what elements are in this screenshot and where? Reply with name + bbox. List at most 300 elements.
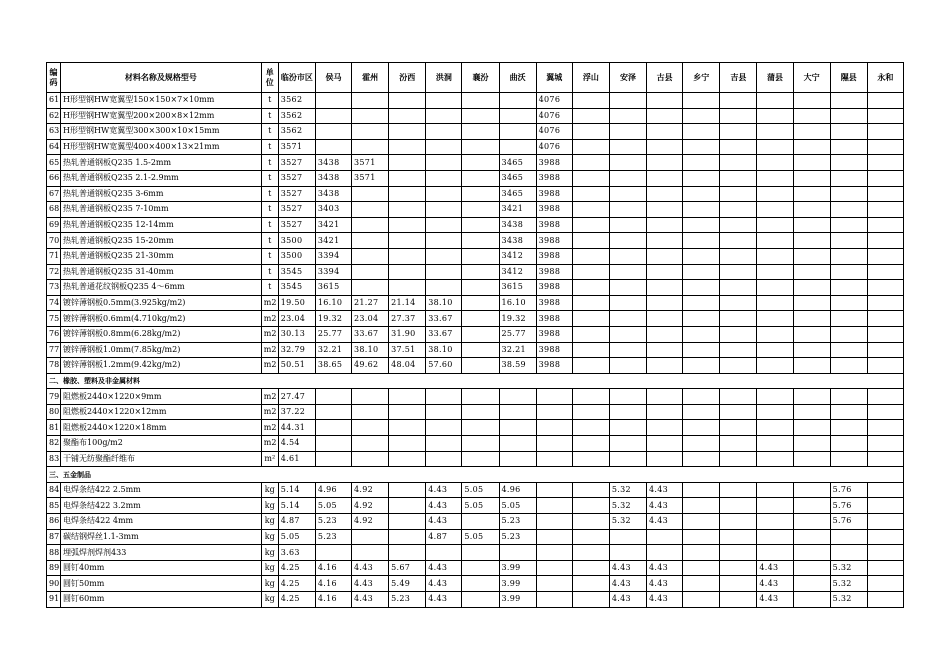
price-cell [352,186,389,202]
price-cell [572,93,609,109]
price-cell: 5.32 [609,514,646,530]
price-cell [683,482,720,498]
column-header: 蒲县 [757,63,793,93]
price-cell [536,498,572,514]
material-name: 碳结钢焊丝1.1-3mm [61,529,262,545]
price-cell [572,451,609,467]
price-cell: 4.43 [426,560,462,576]
price-cell: 5.32 [609,498,646,514]
price-cell [867,311,903,327]
price-cell [352,248,389,264]
price-cell: 3988 [536,280,572,296]
price-cell [609,311,646,327]
price-cell [426,108,462,124]
table-body [47,93,904,608]
price-cell [720,186,757,202]
price-cell [499,545,536,561]
price-cell [389,233,426,249]
price-cell: 32.21 [499,342,536,358]
table-row [47,451,904,467]
column-header: 侯马 [315,63,351,93]
price-cell [536,420,572,436]
price-cell: 3615 [499,280,536,296]
price-cell: 4.43 [757,560,793,576]
price-cell [683,280,720,296]
price-cell [720,545,757,561]
price-cell [462,233,499,249]
price-cell [462,404,499,420]
price-cell [426,93,462,109]
price-cell [426,280,462,296]
price-cell [720,560,757,576]
table-row [47,404,904,420]
price-cell: 4.96 [315,482,351,498]
price-cell [793,498,830,514]
price-cell: 16.10 [499,295,536,311]
material-name: 圆钉40mm [61,560,262,576]
price-cell [352,202,389,218]
column-header: 翼城 [536,63,572,93]
price-cell [462,560,499,576]
price-cell: 38.10 [352,342,389,358]
price-cell: 19.32 [315,311,351,327]
price-cell: 3571 [352,170,389,186]
price-cell: 19.50 [278,295,315,311]
price-cell [683,124,720,140]
price-cell [867,264,903,280]
price-cell [352,389,389,405]
row-code: 81 [47,420,61,436]
price-cell [572,139,609,155]
unit-cell: kg [261,482,278,498]
price-cell: 3.99 [499,560,536,576]
row-code: 72 [47,264,61,280]
price-cell [389,404,426,420]
price-cell: 3571 [278,139,315,155]
row-code: 70 [47,233,61,249]
row-code: 90 [47,576,61,592]
price-cell: 3562 [278,108,315,124]
price-cell [867,186,903,202]
price-cell [462,311,499,327]
price-cell [720,124,757,140]
price-cell [830,326,867,342]
price-cell [352,108,389,124]
price-cell [683,514,720,530]
price-cell [499,436,536,452]
price-cell [462,326,499,342]
price-cell [389,436,426,452]
price-cell [462,451,499,467]
unit-cell: t [261,248,278,264]
material-name: 热轧普通钢板Q235 31-40mm [61,264,262,280]
price-cell [793,560,830,576]
price-cell: 4.43 [647,514,683,530]
price-cell [683,451,720,467]
price-cell [683,326,720,342]
unit-cell: t [261,170,278,186]
price-cell [536,451,572,467]
unit-cell: m2 [261,404,278,420]
price-cell [683,202,720,218]
price-cell [720,404,757,420]
price-cell [793,436,830,452]
price-cell [757,436,793,452]
material-name: H形型钢HW宽翼型200×200×8×12mm [61,108,262,124]
price-cell: 4.25 [278,592,315,608]
row-code: 85 [47,498,61,514]
price-cell [609,358,646,374]
price-cell: 3988 [536,155,572,171]
price-cell [720,529,757,545]
price-cell [536,560,572,576]
price-cell: 38.10 [426,295,462,311]
price-cell: 4.43 [352,576,389,592]
material-name: 聚酯布100g/m2 [61,436,262,452]
price-cell [830,358,867,374]
row-code: 76 [47,326,61,342]
material-name: 电焊条结422 2.5mm [61,482,262,498]
price-cell [647,170,683,186]
column-header: 材料名称及规格型号 [61,63,262,93]
price-cell [830,108,867,124]
column-header: 隰县 [830,63,867,93]
price-cell [462,514,499,530]
row-code: 91 [47,592,61,608]
unit-cell: t [261,202,278,218]
price-cell [352,233,389,249]
price-cell [720,170,757,186]
price-cell [867,124,903,140]
price-cell [572,404,609,420]
price-cell [647,389,683,405]
price-cell [499,139,536,155]
price-cell [647,93,683,109]
price-cell [315,404,351,420]
price-cell [867,498,903,514]
price-cell [867,248,903,264]
price-cell: 5.05 [315,498,351,514]
column-header: 襄汾 [462,63,499,93]
price-cell [793,295,830,311]
price-cell [499,124,536,140]
table-row [47,311,904,327]
price-cell [720,498,757,514]
table-header-row [47,63,904,93]
price-cell: 4076 [536,124,572,140]
unit-cell: m2 [261,311,278,327]
price-cell [389,482,426,498]
price-cell [572,514,609,530]
price-cell [830,280,867,296]
price-cell: 3421 [315,217,351,233]
price-cell [683,404,720,420]
row-code: 73 [47,280,61,296]
price-cell [793,139,830,155]
price-cell: 3988 [536,233,572,249]
table-row [47,108,904,124]
price-cell: 4.43 [352,592,389,608]
price-cell [830,389,867,405]
price-cell: 3988 [536,170,572,186]
material-name: H形型钢HW宽翼型150×150×7×10mm [61,93,262,109]
price-cell [683,233,720,249]
price-cell [499,93,536,109]
price-cell [683,186,720,202]
unit-cell: kg [261,576,278,592]
price-cell [462,389,499,405]
price-cell: 4.43 [647,482,683,498]
price-cell [720,108,757,124]
price-cell [647,358,683,374]
price-cell: 3988 [536,358,572,374]
price-cell [720,576,757,592]
price-cell [867,326,903,342]
price-cell [572,358,609,374]
price-cell [793,529,830,545]
price-cell [793,186,830,202]
price-cell: 37.22 [278,404,315,420]
price-cell [683,93,720,109]
section-label: 三、五金制品 [47,467,904,483]
price-cell [793,576,830,592]
unit-cell: t [261,217,278,233]
price-cell [462,217,499,233]
price-cell [426,202,462,218]
price-cell [683,342,720,358]
price-cell [572,576,609,592]
price-cell [830,529,867,545]
price-cell [757,202,793,218]
price-cell: 3988 [536,202,572,218]
price-cell [609,186,646,202]
column-header: 曲沃 [499,63,536,93]
unit-cell: m2 [261,436,278,452]
price-cell [830,451,867,467]
price-cell: 3465 [499,155,536,171]
table-row [47,264,904,280]
price-cell [757,248,793,264]
price-cell [572,420,609,436]
price-cell [609,93,646,109]
price-cell: 4.92 [352,514,389,530]
price-cell [757,404,793,420]
price-cell: 3562 [278,93,315,109]
price-cell [462,202,499,218]
price-cell: 3527 [278,217,315,233]
material-name: H形型钢HW宽翼型400×400×13×21mm [61,139,262,155]
price-cell [389,264,426,280]
table-row [47,389,904,405]
price-cell [572,529,609,545]
unit-cell: t [261,155,278,171]
price-cell [647,545,683,561]
price-cell [830,264,867,280]
price-cell [462,436,499,452]
price-cell [793,264,830,280]
unit-cell: kg [261,498,278,514]
price-cell [426,217,462,233]
unit-cell: m2 [261,358,278,374]
price-cell [720,264,757,280]
price-cell [830,311,867,327]
price-cell [389,217,426,233]
price-cell [793,451,830,467]
price-cell [536,389,572,405]
unit-cell: t [261,139,278,155]
price-cell [757,108,793,124]
price-cell [757,545,793,561]
table-row [47,342,904,358]
price-cell: 3438 [499,233,536,249]
price-cell [609,420,646,436]
material-name: 电焊条结422 4mm [61,514,262,530]
price-cell [462,124,499,140]
price-cell [572,155,609,171]
price-cell: 3394 [315,248,351,264]
price-cell: 4.61 [278,451,315,467]
column-header: 吉县 [720,63,757,93]
price-cell [757,124,793,140]
price-cell: 3527 [278,202,315,218]
price-cell [647,420,683,436]
price-cell [426,124,462,140]
price-cell: 3988 [536,248,572,264]
price-cell: 50.51 [278,358,315,374]
price-cell: 25.77 [315,326,351,342]
price-cell: 4.54 [278,436,315,452]
price-cell [426,248,462,264]
price-cell [867,155,903,171]
price-cell [867,451,903,467]
price-cell [389,139,426,155]
price-cell [647,326,683,342]
table-row [47,592,904,608]
price-cell [720,389,757,405]
price-cell [426,420,462,436]
table-row [47,482,904,498]
price-cell [315,124,351,140]
price-cell [647,248,683,264]
price-cell: 3465 [499,186,536,202]
material-name: 镀锌薄钢板1.2mm(9.42kg/m2) [61,358,262,374]
price-cell [757,233,793,249]
unit-cell: kg [261,514,278,530]
material-name: 圆钉60mm [61,592,262,608]
price-cell [609,451,646,467]
price-cell: 30.13 [278,326,315,342]
price-cell [793,155,830,171]
price-cell [683,389,720,405]
table-row [47,170,904,186]
price-cell [609,280,646,296]
price-cell [315,545,351,561]
price-cell [757,155,793,171]
table-row [47,186,904,202]
price-cell: 5.05 [462,498,499,514]
price-cell: 5.05 [278,529,315,545]
price-cell [609,248,646,264]
price-cell [389,170,426,186]
price-cell [793,311,830,327]
price-cell [352,264,389,280]
price-cell [609,170,646,186]
price-cell [352,93,389,109]
price-cell [389,280,426,296]
price-cell [647,280,683,296]
price-cell [462,108,499,124]
price-cell [683,358,720,374]
table-row [47,420,904,436]
unit-cell: t [261,93,278,109]
price-cell [536,482,572,498]
price-cell [830,248,867,264]
material-name: 干铺无纺聚酯纤维布 [61,451,262,467]
price-cell: 38.59 [499,358,536,374]
price-cell [352,124,389,140]
price-cell [757,358,793,374]
price-cell [462,592,499,608]
price-cell [462,155,499,171]
table-row [47,545,904,561]
column-header: 安泽 [609,63,646,93]
price-table [46,62,904,608]
price-cell [757,186,793,202]
price-cell [830,217,867,233]
price-cell [572,498,609,514]
price-cell [572,560,609,576]
price-cell [683,545,720,561]
price-cell [757,295,793,311]
price-cell [536,514,572,530]
price-cell [352,217,389,233]
price-cell [462,93,499,109]
price-cell [609,108,646,124]
price-cell [572,295,609,311]
unit-cell: t [261,233,278,249]
price-cell [720,202,757,218]
price-cell: 3500 [278,233,315,249]
price-cell [867,592,903,608]
price-cell: 38.10 [426,342,462,358]
table-row [47,295,904,311]
column-header: 汾西 [389,63,426,93]
price-cell [793,420,830,436]
price-cell [720,295,757,311]
price-cell [647,233,683,249]
table-row [47,529,904,545]
material-name: 热轧普通钢板Q235 3-6mm [61,186,262,202]
row-code: 67 [47,186,61,202]
price-cell [426,436,462,452]
row-code: 89 [47,560,61,576]
price-cell: 27.37 [389,311,426,327]
price-cell [867,280,903,296]
material-name: 热轧普通钢板Q235 12-14mm [61,217,262,233]
price-cell: 4076 [536,139,572,155]
price-cell [572,482,609,498]
price-cell [389,155,426,171]
price-cell [757,311,793,327]
price-cell: 32.79 [278,342,315,358]
price-cell [609,404,646,420]
price-cell [720,280,757,296]
price-cell: 16.10 [315,295,351,311]
price-cell [867,420,903,436]
price-cell: 4.16 [315,576,351,592]
price-cell [683,155,720,171]
price-cell: 4.43 [609,592,646,608]
